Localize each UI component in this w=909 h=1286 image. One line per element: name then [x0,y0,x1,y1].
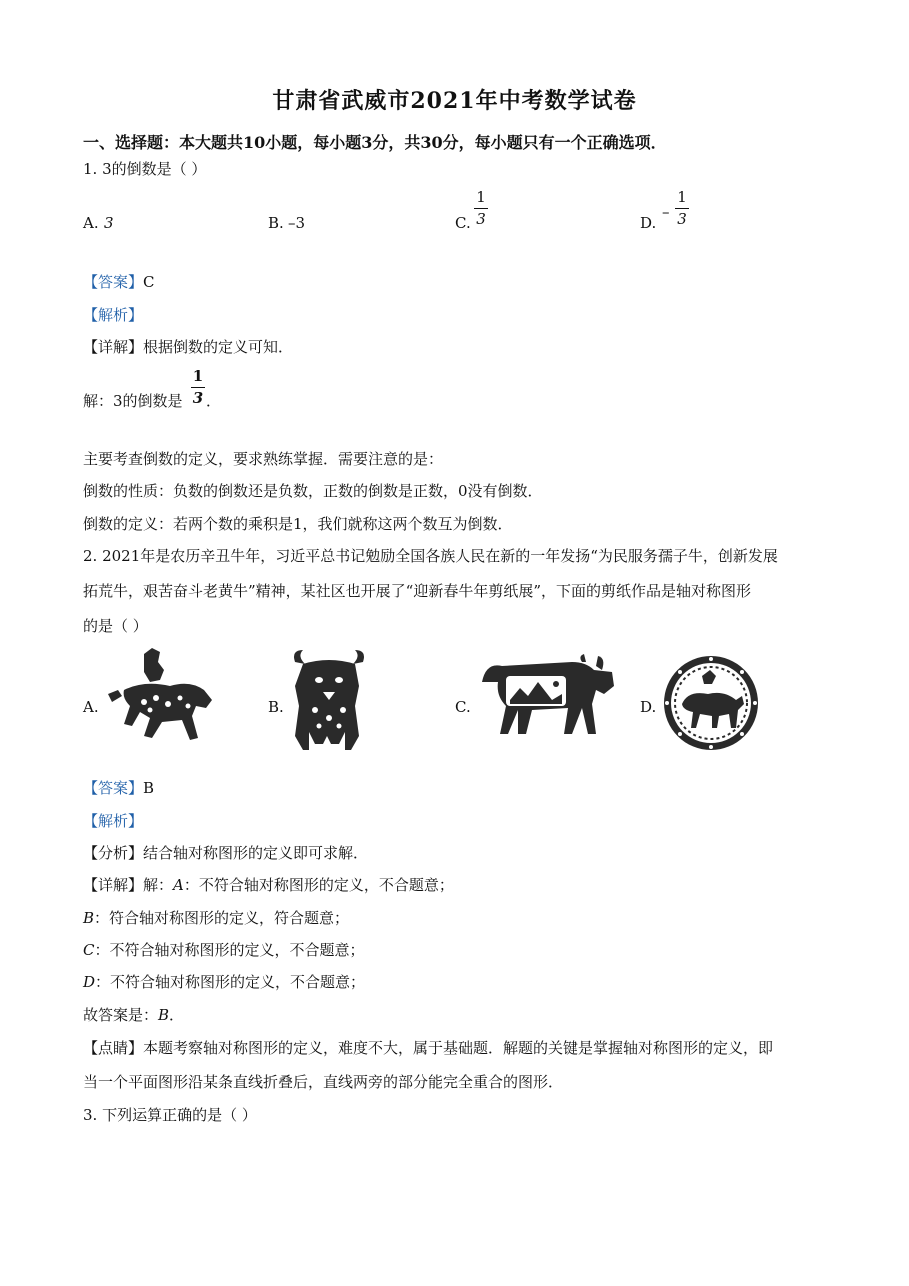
fraction-denominator: 3 [476,210,486,228]
q2-option-a-label: A. [83,698,99,716]
analysis-sub-text: 结合轴对称图形的定义即可求解． [143,844,369,862]
q2-detail-b [83,907,349,928]
fraction-numerator: 1 [476,188,486,206]
q2-detail-c [83,939,365,960]
option-letter: C [83,941,95,959]
fraction-numerator: 1 [192,367,204,385]
analysis-sub-tag: 【分析】 [83,844,144,862]
option-letter: B [83,909,95,927]
fraction-denominator: 3 [192,389,204,407]
conclusion-letter: B [158,1006,170,1024]
q2-conclusion [83,1004,184,1025]
detail-text: ：符合轴对称图形的定义，符合题意； [94,909,350,927]
q2-stem-line-2: 拓荒牛，艰苦奋斗老黄牛”精神，某社区也开展了“迎新春牛年剪纸展”，下面的剪纸作品是轴对称图形 [83,582,752,600]
q1-option-c-label: C. [455,214,471,232]
papercut-ox-with-landscape-image [476,652,618,754]
detail-tag: 【详解】 [83,876,144,894]
q1-solution-prefix: 解：3的倒数是 [83,392,183,410]
comment-text: 本题考察轴对称图形的定义，难度不大，属于基础题．解题的关键是掌握轴对称图形的定义，即 [143,1039,774,1057]
papercut-circular-ox-image [662,654,760,752]
q1-solution-suffix: ． [206,392,222,410]
conclusion-suffix: ． [169,1006,185,1024]
page-title: 甘肃省武威市2021年中考数学试卷 [272,88,637,114]
detail-text: ：不符合轴对称图形的定义，不合题意； [94,941,365,959]
q2-option-d-label: D. [640,698,657,716]
q1-option-d-label: D. [640,214,657,232]
answer-tag: 【答案】 [83,779,144,797]
q2-option-c-label: C. [455,698,471,716]
fraction-denominator: 3 [677,210,687,228]
q1-option-c-fraction [474,189,488,228]
detail-text: ：不符合轴对称图形的定义，不合题意； [95,973,366,991]
detail-text: ：不符合轴对称图形的定义，不合题意； [183,876,454,894]
q2-detail-a [83,874,454,895]
q1-solution-fraction [191,368,205,407]
papercut-symmetric-ox-image [289,648,369,752]
conclusion-prefix: 故答案是： [83,1006,159,1024]
detail-tag: 【详解】 [83,338,144,356]
q2-detail-d [83,971,365,992]
q1-option-b-label: B. [268,214,284,232]
q2-stem-line-1: 2. 2021年是农历辛丑牛年，习近平总书记勉励全国各族人民在新的一年发扬“为民服务孺子牛，创新发展 [83,547,778,565]
q1-detail [83,336,293,357]
q2-analysis [83,842,368,863]
fraction-bar [474,208,488,209]
comment-tag: 【点睛】 [83,1039,144,1057]
q1-note-1: 主要考查倒数的定义，要求熟练掌握．需要注意的是： [83,450,444,468]
q1-option-d-fraction [675,189,689,228]
detail-text: 根据倒数的定义可知． [143,338,294,356]
q3-stem: 3. 下列运算正确的是（ ） [83,1106,257,1124]
answer-value: C [143,273,155,291]
q1-note-2: 倒数的性质：负数的倒数还是负数，正数的倒数是正数，0没有倒数． [83,482,543,500]
q2-comment-line-1 [83,1037,773,1058]
q2-analysis-tag: 【解析】 [83,812,144,830]
section-heading: 一、选择题：本大题共10小题，每小题3分，共30分，每小题只有一个正确选项． [83,133,667,152]
q1-stem: 1. 3的倒数是（ ） [83,160,207,178]
q1-option-a-value: 3 [104,214,114,232]
option-letter: A [173,876,184,894]
q1-option-b-value: –3 [288,214,306,232]
answer-tag: 【答案】 [83,273,144,291]
detail-prefix: 解： [143,876,174,894]
q1-option-d-sign: – [662,203,670,221]
papercut-ox-with-rider-image [104,646,226,750]
fraction-bar [675,208,689,209]
q1-option-a-label: A. [83,214,99,232]
q1-answer [83,271,155,292]
answer-value: B [143,779,155,797]
option-letter: D [83,973,96,991]
fraction-numerator: 1 [677,188,687,206]
q2-stem-line-3: 的是（ ） [83,617,148,635]
q2-option-b-label: B. [268,698,284,716]
fraction-bar [191,387,205,388]
q1-note-3: 倒数的定义：若两个数的乘积是1，我们就称这两个数互为倒数． [83,515,513,533]
q2-comment-line-2: 当一个平面图形沿某条直线折叠后，直线两旁的部分能完全重合的图形． [83,1073,564,1091]
q2-answer [83,777,154,798]
q1-analysis-tag: 【解析】 [83,306,144,324]
